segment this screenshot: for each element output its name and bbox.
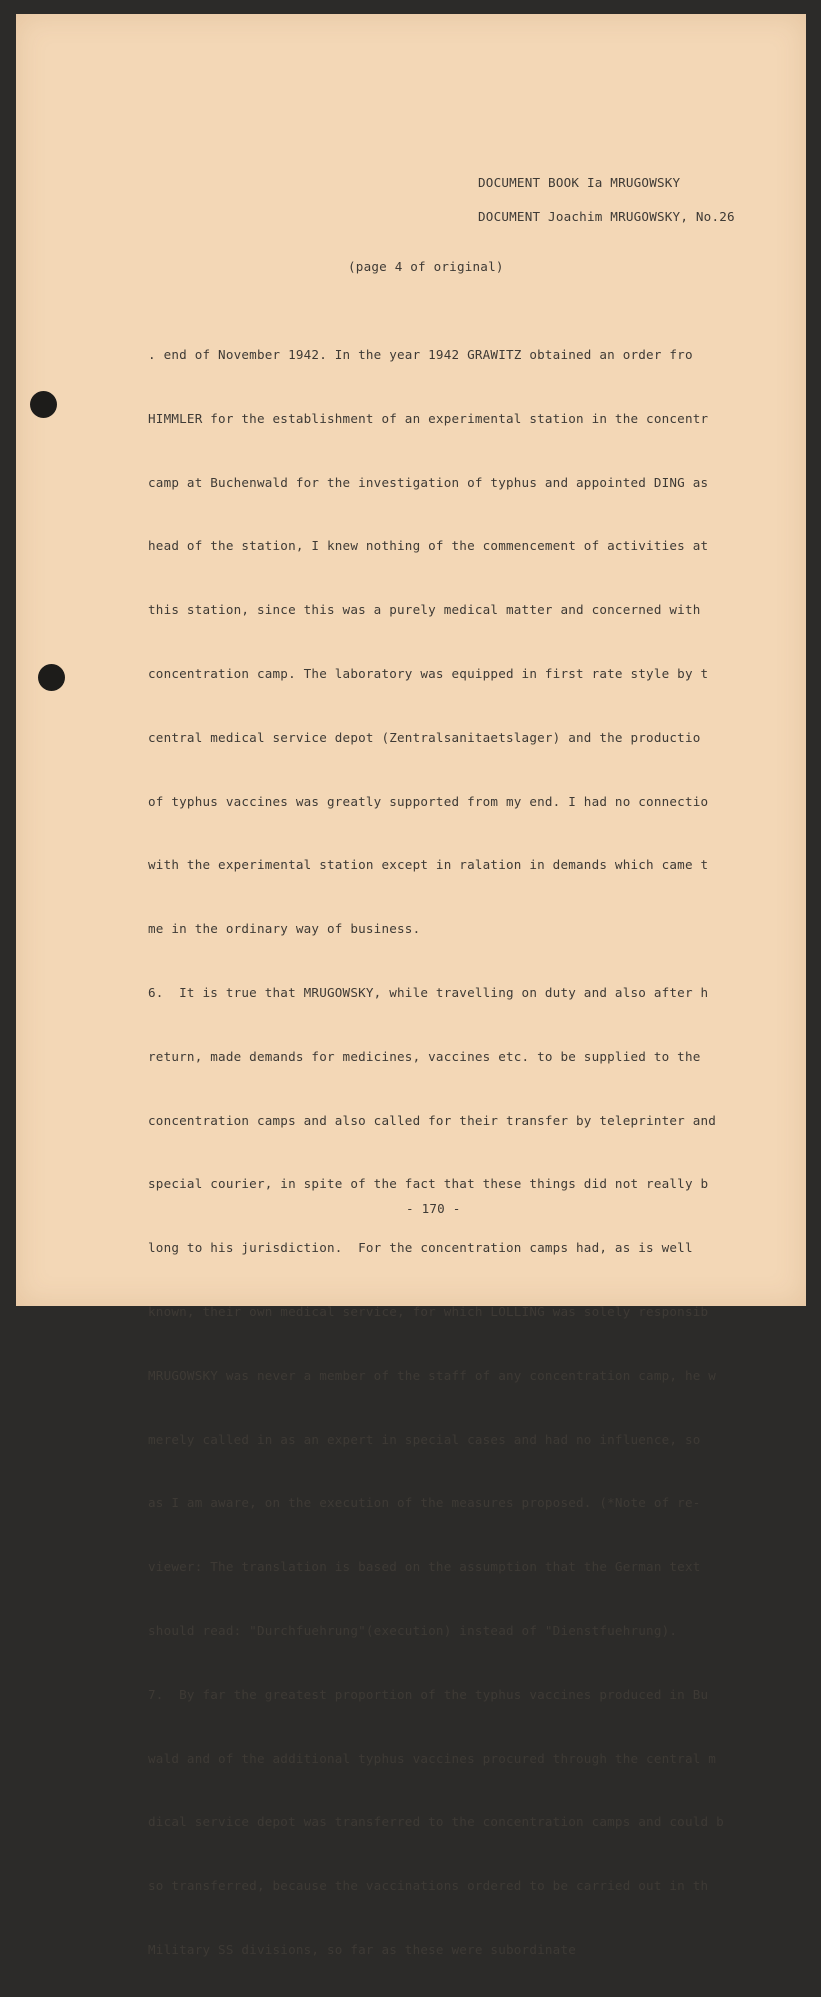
document-number-header: DOCUMENT Joachim MRUGOWSKY, No.26 (478, 209, 735, 224)
document-page (16, 14, 806, 1957)
text-line: Military SS divisions, so far as these were subordinate (148, 1941, 577, 1957)
document-book-header: DOCUMENT BOOK Ia MRUGOWSKY (478, 175, 681, 190)
text-line: concentration camp. The laboratory was equipped in first rate style by t (148, 665, 709, 681)
text-line: dical service depot was transferred to the concentration camps and could b (148, 1814, 724, 1830)
text-line: central medical service depot (Zentralsanitaetslager) and the productio (148, 729, 701, 745)
text-line: concentration camps and also called for their transfer by teleprinter and (148, 1112, 717, 1128)
text-line: me in the ordinary way of business. (148, 921, 421, 937)
text-line: as I am aware, on the execution of the measures proposed. (*Note of re- (148, 1495, 701, 1511)
text-line: so transferred, because the vaccinations ordered to be carried out in th (148, 1878, 709, 1894)
text-line: long to his jurisdiction. For the concentration camps had, as is well (148, 1240, 693, 1256)
text-line: 7. By far the greatest proportion of the typhus vaccines produced in Bu (148, 1686, 709, 1702)
text-line: with the experimental station except in ralation in demands which came t (148, 857, 709, 873)
text-line: wald and of the additional typhus vaccines procured through the central m (148, 1750, 717, 1766)
text-line: merely called in as an expert in special cases and had no influence, so (148, 1431, 701, 1447)
body-text (148, 308, 793, 1997)
text-line: MRUGOWSKY was never a member of the staff of any concentration camp, he w (148, 1367, 717, 1383)
text-line: HIMMLER for the establishment of an experimental station in the concentr (148, 410, 709, 426)
text-line: head of the station, I knew nothing of the commencement of activities at (148, 538, 709, 554)
text-line: . end of November 1942. In the year 1942 GRAWITZ obtained an order fro (148, 347, 693, 362)
text-line: camp at Buchenwald for the investigation of typhus and appointed DING as (148, 474, 709, 490)
punch-hole (38, 664, 65, 691)
page-number: - 170 - (406, 1201, 461, 1216)
text-line: viewer: The translation is based on the assumption that the German text (148, 1559, 701, 1575)
text-line: this station, since this was a purely medical matter and concerned with (148, 602, 701, 618)
text-line: known, their own medical service, for which LOLLING was solely responsib (148, 1303, 709, 1319)
page-of-original: (page 4 of original) (348, 259, 504, 274)
punch-hole (30, 391, 57, 418)
text-line: should read: "Durchfuehrung"(execution) instead of "Dienstfuehrung). (148, 1622, 678, 1638)
text-line: of typhus vaccines was greatly supported from my end. I had no connectio (148, 793, 709, 809)
text-line: return, made demands for medicines, vaccines etc. to be supplied to the (148, 1048, 701, 1064)
text-line: 6. It is true that MRUGOWSKY, while travelling on duty and also after h (148, 984, 709, 1000)
text-line: special courier, in spite of the fact that these things did not really b (148, 1176, 709, 1192)
